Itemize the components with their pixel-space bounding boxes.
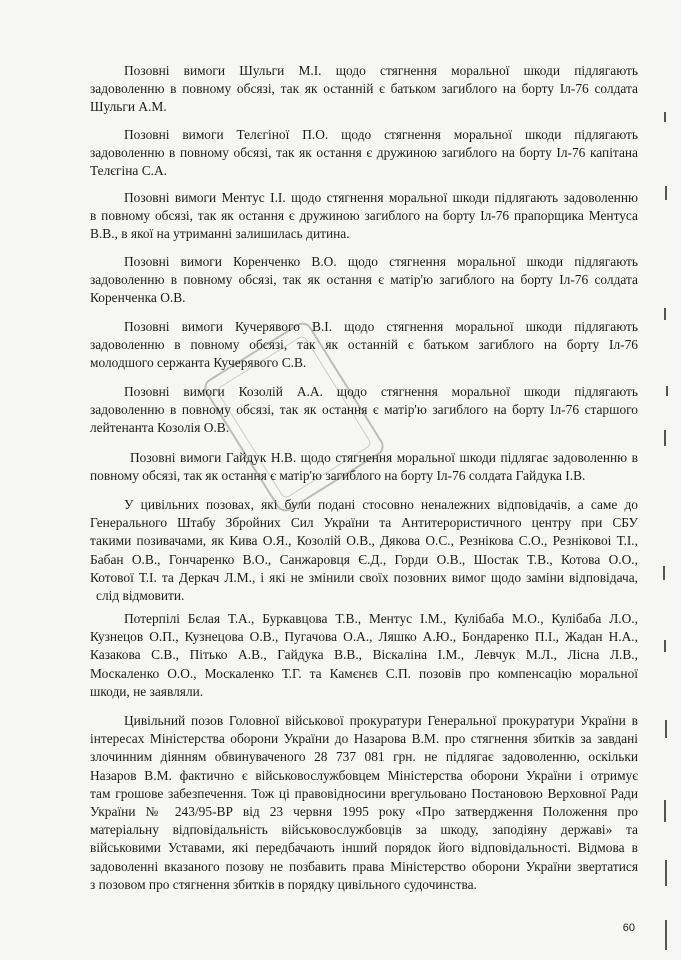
scan-mark <box>665 186 667 200</box>
text-line: Телєгіна С.А. <box>90 163 168 179</box>
scan-mark <box>666 386 668 396</box>
text-line: Генерального Штабу Збройних Сил України та Антитерористичного центру при СБУ <box>90 515 638 531</box>
text-line: задоволенню в повному обсязі, так як останній є батьком загиблого на борту Іл-76 <box>90 337 638 353</box>
text-line: шкоди, не заявляли. <box>90 683 204 699</box>
paragraph-shulha <box>90 62 638 117</box>
scan-mark <box>664 112 666 122</box>
text-line: задоволенню в повному обсязі, так як остання є матір'ю загиблого на борту Іл-76 солдата <box>90 272 638 288</box>
scan-mark <box>664 640 666 652</box>
scan-mark <box>664 308 666 320</box>
paragraph-kozolii <box>90 383 638 438</box>
text-line: В.В., в якої на утриманні залишилась дитина. <box>90 226 350 242</box>
text-line: Позовні вимоги Коренченко В.О. щодо стягнення моральної шкоди підлягають <box>124 254 638 269</box>
text-line: Позовні вимоги Козолій А.А. щодо стягнення моральної шкоди підлягають <box>124 384 638 399</box>
text-line: України № 243/95-ВР від 23 червня 1995 року «Про затвердження Положення про <box>90 804 638 820</box>
paragraph-teliehina <box>90 126 638 181</box>
text-line: задоволенню в повному обсязі, так як остання є матір'ю загиблого на борту Іл-76 старшого <box>90 402 638 418</box>
text-line: Назаров В.М. фактично є військовослужбовцем Міністерства оборони України і отримує <box>90 767 638 783</box>
text-line: Позовні вимоги Телєгіної П.О. щодо стягнення моральної шкоди підлягають <box>124 127 638 142</box>
text-line: Казакова С.В., Пітько А.В., Гайдука В.В., Віскаліна І.М., Левчук М.Л., Ліснa Л.В., <box>90 647 638 663</box>
paragraph-haiduk <box>90 449 638 485</box>
text-line: там грошове забезпечення. Тож ці правовідносини врегульовано Постановою Верховної Ради <box>90 785 638 801</box>
scan-mark <box>664 800 666 822</box>
text-line: Потерпілі Бєлая Т.А., Буркавцова Т.В., Ментус І.М., Кулібаба М.О., Кулібаба Л.О., <box>124 611 638 626</box>
text-line: Москаленко О.О., Москаленко Т.Г. та Камєнєв С.П. позовів про компенсацію моральної <box>90 665 638 681</box>
text-line: молодшого сержанта Кучерявого С.В. <box>90 355 307 371</box>
paragraph-improper-defendants <box>90 496 638 605</box>
text-line: Позовні вимоги Гайдук Н.В. щодо стягнення моральної шкоди підлягає задоволенню в <box>130 450 638 465</box>
text-line: слід відмовити. <box>96 588 185 604</box>
text-line: Позовні вимоги Ментус І.І. щодо стягнення моральної шкоди підлягають задоволенню <box>124 190 638 205</box>
paragraph-mentus <box>90 189 638 244</box>
text-line: задоволенню в повному обсязі, так як останній є батьком загиблого на борту Іл-76 солдата <box>90 81 638 97</box>
text-line: задоволенні вказаного позову не позбавить права Міністерство оборони України звертатися <box>90 858 638 874</box>
text-line: такими позивачами, як Кива О.Я., Козолій О.В., Дякова О.С., Резнікова С.О., Резніковоі Т.І., <box>90 533 638 549</box>
text-line: У цивільних позовах, які були подані стосовно неналежних відповідачів, а саме до <box>124 497 638 512</box>
paragraph-korenchenko <box>90 253 638 308</box>
scan-mark <box>665 720 667 738</box>
scan-mark <box>665 860 667 886</box>
text-line: в повному обсязі, так як остання є дружиною загиблого на борту Іл-76 прапорщика Ментуса <box>90 208 638 224</box>
text-line: Шульги А.М. <box>90 99 167 115</box>
paragraph-kucheriavyi <box>90 318 638 373</box>
text-line: Позовні вимоги Кучерявого В.І. щодо стягнення моральної шкоди підлягають <box>124 319 638 334</box>
text-line: Коренченка О.В. <box>90 290 186 306</box>
text-line: повному обсязі, так як остання є матір'ю загиблого на борту Іл-76 солдата Гайдука І.В. <box>90 468 586 484</box>
paragraph-victims <box>90 610 638 701</box>
scan-mark <box>663 566 665 580</box>
text-line: інтересах Міністерства оборони України до Назарова В.М. про стягнення збитків за завдані <box>90 731 638 747</box>
text-line: з позовом про стягнення збитків в порядку цивільного судочинства. <box>90 876 477 892</box>
scan-mark <box>664 430 666 446</box>
text-line: Позовні вимоги Шульги М.І. щодо стягнення моральної шкоди підлягають <box>124 63 638 78</box>
text-line: Котової Т.І. та Деркач Л.М., і які не змінили своїх позовних вимог щодо заміни відповідача, <box>90 569 638 585</box>
scan-mark <box>665 920 667 950</box>
text-line: військовими Уставами, які передбачають інший порядок його відповідальності. Відмова в <box>90 840 638 856</box>
page-number: 60 <box>622 922 635 934</box>
text-line: злочинним діянням обвинуваченого 28 737 081 грн. не підлягає задоволенню, оскільки <box>90 749 638 765</box>
text-line: лейтенанта Козолія О.В. <box>90 420 230 436</box>
text-line: матеріальну відповідальність військовослужбовців за шкоду, заподіяну державі» та <box>90 822 638 838</box>
text-line: Бабан О.В., Гончаренко В.О., Санжаровця Є.Д., Горди О.В., Шостак Т.В., Котова О.О., <box>90 551 638 567</box>
text-line: Кузнецов О.П., Кузнецова О.В., Пугачова О.А., Ляшко А.Ю., Бондаренко П.І., Жадан Н.А., <box>90 629 638 645</box>
text-line: задоволенню в повному обсязі, так як остання є дружиною загиблого на борту Іл-76 капітана <box>90 145 638 161</box>
paragraph-civil-claim <box>90 712 638 894</box>
text-line: Цивільний позов Головної військової прокуратури Генеральної прокуратури України в <box>124 713 638 728</box>
